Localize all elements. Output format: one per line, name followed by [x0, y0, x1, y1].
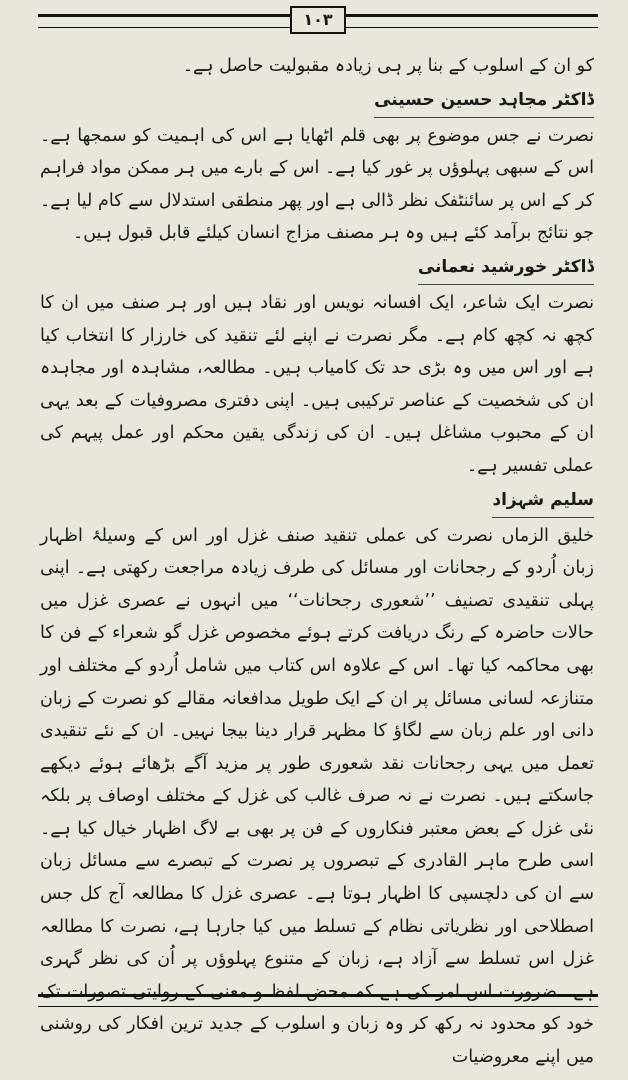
author-name: سلیم شہزاد — [492, 485, 594, 518]
author-heading — [40, 83, 594, 120]
page-number: ۱۰۳ — [290, 6, 346, 34]
author-name: ڈاکٹر خورشید نعمانی — [418, 252, 594, 285]
author-name: ڈاکٹر مجاہد حسین حسینی — [374, 85, 594, 118]
page-body — [40, 50, 594, 1074]
paragraph-intro: کو ان کے اسلوب کے بنا پر ہی زیادہ مقبولیت حاصل ہے۔ — [182, 56, 594, 76]
footer-rule — [38, 994, 598, 1007]
author-heading — [40, 250, 594, 287]
paragraph: نصرت ایک شاعر، ایک افسانہ نویس اور نقاد ہیں اور ہر صنف میں ان کا کچھ نہ کچھ کام ہے۔ مگر نصرت نے اپنے لئے تنقید کی خارزار کا انتخاب کیا ہے اور اس میں وہ بڑی حد تک کامیاب ہیں۔ مطالعہ، مشاہدہ اور مجاہدہ ان کی شخصیت کے عناصر ترکیبی ہیں۔ اپنی دفتری مصروفیات کے بعد یہی ان کے محبوب مشاغل ہیں۔ ان کی زندگی یقین محکم اور عمل پیہم کی عملی تفسیر ہے۔ — [40, 292, 594, 476]
author-heading — [40, 483, 594, 520]
paragraph: خلیق الزماں نصرت کی عملی تنقید صنف غزل اور اس کے وسیلۂ اظہار زبان اُردو کے رجحانات اور مسائل کی طرف زیادہ مراجعت رکھتی ہے۔ اپنی پہلی تنقیدی تصنیف ’’شعوری رجحانات‘‘ میں انہوں نے عصری غزل میں حالات حاضرہ کے رنگ دریافت کرتے ہوئے مخصوص غزل گو شعراء کے فن کا بھی محاکمہ کیا تھا۔ اس کے علاوہ اس کتاب میں شامل اُردو کے مختلف اور متنازعہ لسانی مسائل پر ان کے ایک طویل مدافعانہ مقالے کو نصرت کے زبان دانی اور علم زبان سے لگاؤ کا مظہر قرار دینا بیجا نہیں۔ ان کے نئے تنقیدی تعمل میں یہی رجحانات نقد شعوری طور پر مزید آگے بڑھائے ہوئے دیکھے جاسکتے ہیں۔ نصرت نے نہ صرف غالب کی غزل کے مختلف اوصاف پر بلکہ نئی غزل کے بعض معتبر فنکاروں کے فن پر بھی بے لاگ اظہار خیال کیا ہے۔ اسی طرح ماہر القادری کے تبصروں پر نصرت کے تبصرے سے مسائل زبان سے ان کی دلچسپی کا اظہار ہوتا ہے۔ عصری غزل کا مطالعہ آج کل جس اصطلاحی اور نظریاتی نظام کے تسلط میں کیا جارہا ہے، نصرت کا مطالعہ غزل اس تسلط سے آزاد ہے، زبان کے متنوع پہلوؤں پر اُن کی نظر گہری ہے۔ ضرورت اس امر کی ہے کہ محض لفظ و معنی کے روایتی تصورات تک خود کو محدود نہ رکھ کر وہ زبان و اسلوب کے جدید ترین افکار کی روشنی میں اپنے معروضیات — [40, 525, 594, 1068]
paragraph: نصرت نے جس موضوع پر بھی قلم اٹھایا ہے اس کی اہمیت کو سمجھا ہے۔ اس کے سبھی پہلوؤں پر غور کیا ہے۔ اس کے بارے میں ہر ممکن مواد فراہم کر کے اس پر سائنٹفک نظر ڈالی ہے اور پھر منطقی استدلال سے کام لیا ہے۔ جو نتائج برآمد کئے ہیں وہ ہر مصنف مزاج انسان کیلئے قابل قبول ہیں۔ — [40, 125, 594, 244]
